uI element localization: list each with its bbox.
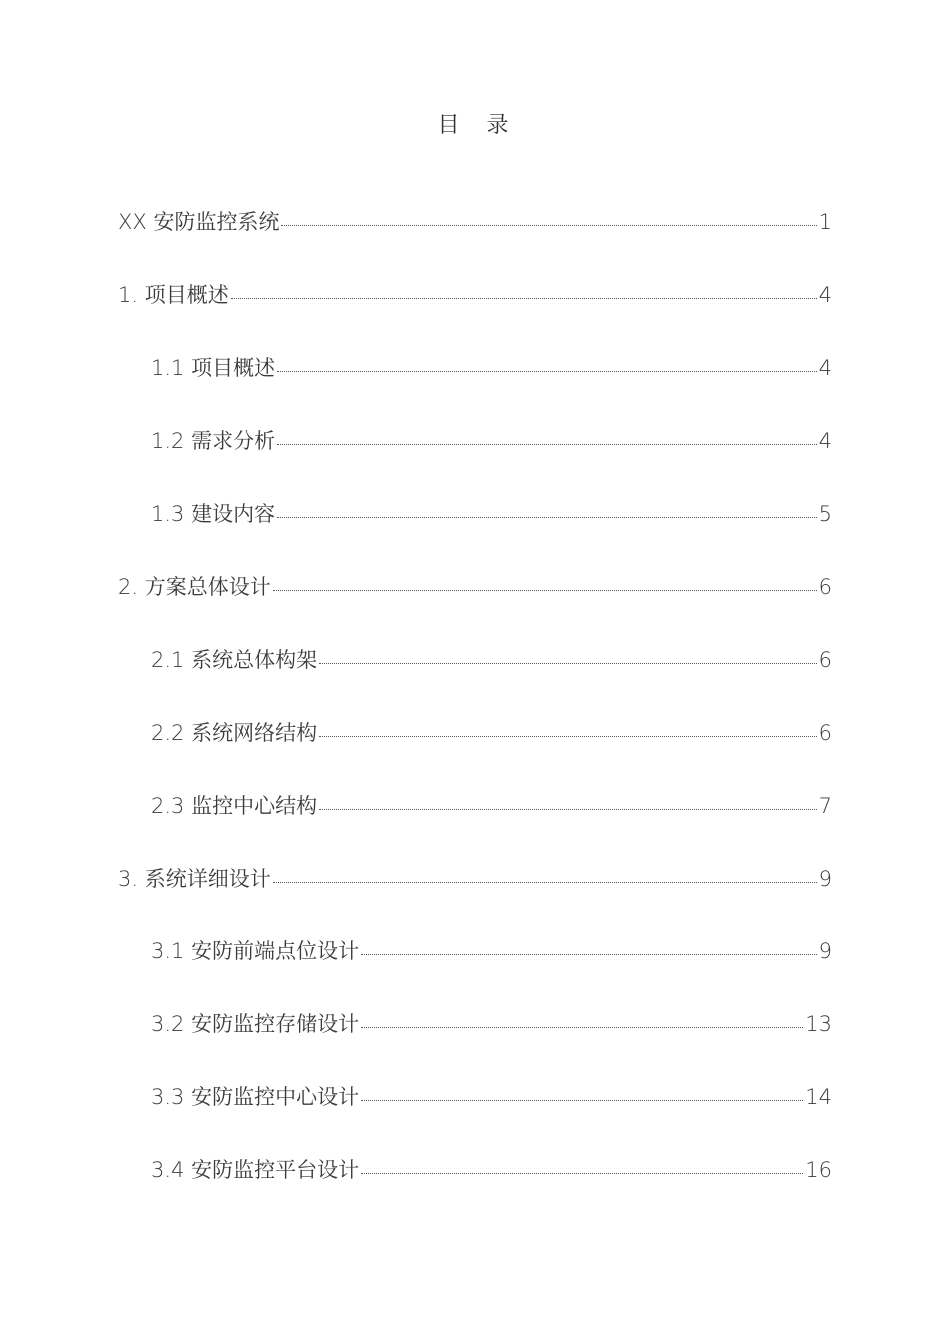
toc-entry-page: 9	[818, 939, 832, 963]
toc-entry	[151, 426, 832, 456]
toc-entry-page: 13	[805, 1012, 832, 1036]
toc-entry	[151, 936, 832, 966]
toc-entry-title: 3.1 安防前端点位设计	[151, 939, 360, 963]
toc-entry	[151, 1082, 832, 1112]
toc-entry	[118, 572, 832, 602]
dot-leader	[361, 1027, 803, 1028]
toc-entry-title: 1. 项目概述	[118, 283, 229, 307]
dot-leader	[277, 371, 817, 372]
toc-entry	[151, 791, 832, 821]
toc-entry-title: 2.2 系统网络结构	[151, 721, 318, 745]
toc-entry-page: 6	[818, 721, 832, 745]
toc-entry-title: XX 安防监控系统	[118, 210, 280, 234]
dot-leader	[361, 954, 817, 955]
toc-entry-page: 16	[805, 1158, 832, 1182]
page-title: 目 录	[437, 113, 519, 138]
toc-entry-title: 1.2 需求分析	[151, 429, 276, 453]
dot-leader	[281, 225, 816, 226]
toc-entry-page: 6	[818, 575, 832, 599]
toc-entry-title: 3.2 安防监控存储设计	[151, 1012, 360, 1036]
toc-entry-title: 2.3 监控中心结构	[151, 794, 318, 818]
dot-leader	[277, 517, 817, 518]
toc-entry-title: 1.3 建设内容	[151, 502, 276, 526]
toc-entry	[151, 645, 832, 675]
toc-entry-page: 4	[818, 356, 832, 380]
toc-entry	[151, 1009, 832, 1039]
toc-entry-title: 2.1 系统总体构架	[151, 648, 318, 672]
toc-entry	[118, 207, 832, 237]
toc-entry	[151, 499, 832, 529]
toc-entry-page: 5	[818, 502, 832, 526]
toc-entry-title: 3.3 安防监控中心设计	[151, 1085, 360, 1109]
toc-entry-page: 9	[818, 867, 832, 891]
toc-entry-page: 6	[818, 648, 832, 672]
dot-leader	[273, 882, 817, 883]
toc-entry-page: 4	[818, 429, 832, 453]
toc-entry-page: 14	[805, 1085, 832, 1109]
toc-entry	[151, 1155, 832, 1185]
dot-leader	[277, 444, 817, 445]
dot-leader	[231, 298, 817, 299]
toc-entry-title: 2. 方案总体设计	[118, 575, 271, 599]
dot-leader	[361, 1173, 803, 1174]
toc-entry-title: 3. 系统详细设计	[118, 867, 271, 891]
toc-entry	[118, 864, 832, 894]
toc-entry	[118, 280, 832, 310]
toc-entry-title: 1.1 项目概述	[151, 356, 276, 380]
toc-entry-title: 3.4 安防监控平台设计	[151, 1158, 360, 1182]
dot-leader	[319, 663, 817, 664]
toc-entry	[151, 718, 832, 748]
dot-leader	[319, 809, 817, 810]
dot-leader	[361, 1100, 803, 1101]
toc-entry-page: 4	[818, 283, 832, 307]
toc-entry	[151, 353, 832, 383]
dot-leader	[273, 590, 817, 591]
dot-leader	[319, 736, 817, 737]
toc-entry-page: 1	[818, 210, 832, 234]
toc-entry-page: 7	[818, 794, 832, 818]
